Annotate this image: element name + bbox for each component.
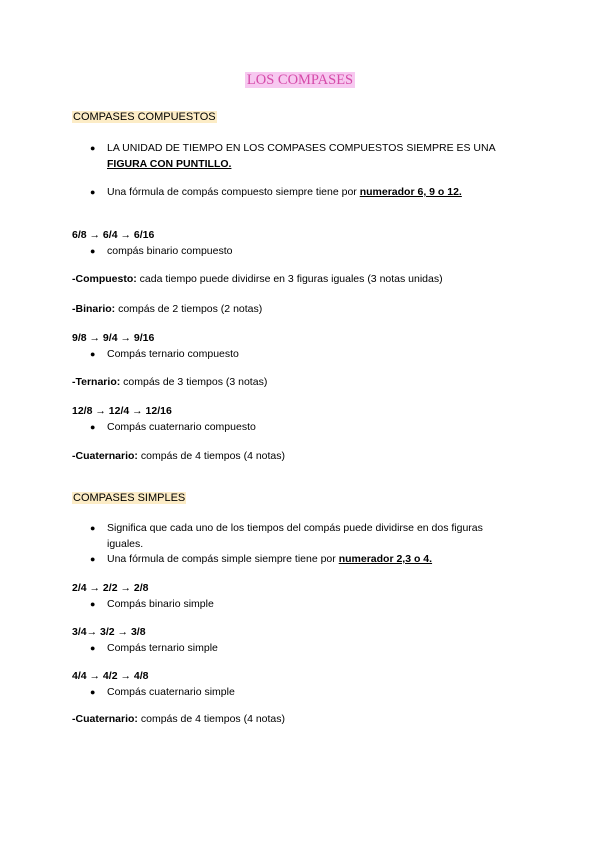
bullet-icon: ●: [90, 599, 96, 609]
list-item: ● Una fórmula de compás simple siempre tiene por numerador 2,3 o 4.: [90, 553, 433, 565]
list-item: ● Compás cuaternario compuesto: [90, 421, 256, 433]
definition-cuaternario: -Cuaternario: compás de 4 tiempos (4 notas): [72, 713, 286, 725]
list-item: ● Una fórmula de compás compuesto siempre tiene por numerador 6, 9 o 12.: [90, 186, 462, 198]
list-item: ● compás binario compuesto: [90, 245, 233, 257]
time-signature-formula: 9/8 → 9/4 → 9/16: [72, 332, 155, 344]
bullet-icon: ●: [90, 422, 96, 432]
section-heading-simples: COMPASES SIMPLES: [73, 492, 186, 504]
bullet-icon: ●: [90, 554, 96, 564]
list-item: ● Compás ternario compuesto: [90, 348, 239, 360]
time-signature-formula: 4/4 → 4/2 → 4/8: [72, 670, 149, 682]
time-signature-formula: 2/4 → 2/2 → 2/8: [72, 582, 149, 594]
section-heading-compuestos: COMPASES COMPUESTOS: [73, 111, 216, 123]
time-signature-formula: 12/8 → 12/4 → 12/16: [72, 405, 172, 417]
definition-ternario: -Ternario: compás de 3 tiempos (3 notas): [72, 376, 268, 388]
bullet-icon: ●: [90, 187, 96, 197]
bullet-icon: ●: [90, 687, 96, 697]
list-item: ● Compás binario simple: [90, 598, 214, 610]
time-signature-formula: 6/8 → 6/4 → 6/16: [72, 229, 155, 241]
list-item: ● LA UNIDAD DE TIEMPO EN LOS COMPASES COMPUESTOS SIEMPRE ES UNA FIGURA CON PUNTILLO.: [90, 142, 496, 170]
page-title: LOS COMPASES: [246, 72, 354, 88]
bullet-icon: ●: [90, 349, 96, 359]
list-item: ● Significa que cada uno de los tiempos del compás puede dividirse en dos figuras iguales.: [90, 522, 483, 550]
bullet-icon: ●: [90, 643, 96, 653]
time-signature-formula: 3/4→ 3/2 → 3/8: [72, 626, 146, 638]
definition-compuesto: -Compuesto: cada tiempo puede dividirse en 3 figuras iguales (3 notas unidas): [72, 273, 443, 285]
definition-binario: -Binario: compás de 2 tiempos (2 notas): [72, 303, 263, 315]
bullet-icon: ●: [90, 246, 96, 256]
definition-cuaternario: -Cuaternario: compás de 4 tiempos (4 notas): [72, 450, 286, 462]
list-item: ● Compás ternario simple: [90, 642, 218, 654]
bullet-icon: ●: [90, 143, 96, 153]
list-item: ● Compás cuaternario simple: [90, 686, 235, 698]
bullet-icon: ●: [90, 523, 96, 533]
